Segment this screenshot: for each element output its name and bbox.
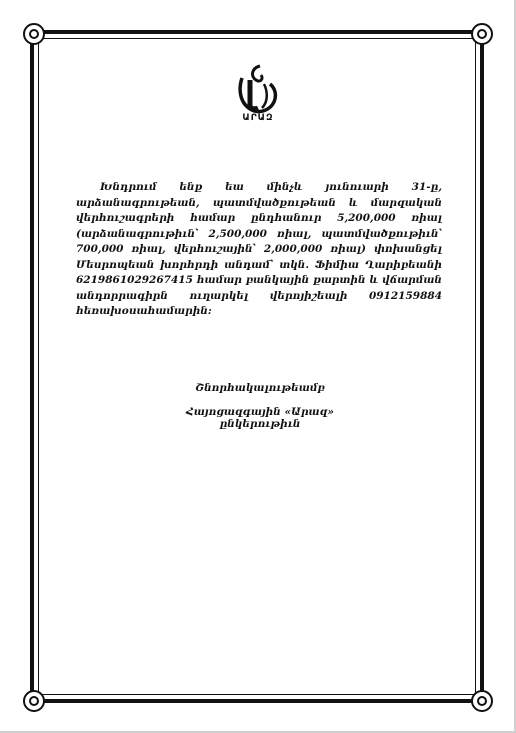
corner-ornament-bottom-left [23, 690, 45, 712]
letter-closing: Շնորհակալութեամբ [195, 382, 325, 394]
corner-ornament-top-right [471, 23, 493, 45]
page-border-inner [38, 38, 476, 695]
letter-body: Խնդրում ենք եա մինչև յունուարի 31-ը, արձանագրութեան, պատմվածքութեան և մարզական վերհուշագրերի համար ընդհանուր 5,200,000 ռիալ (արձանագրութիւն՝ 2,500,000 ռիալ, պատմվածքութիւն՝ 700,000 ռիալ, վերհուշային՝ 2,000,000 ռիալ) փոխանցել Մեսրոպեան խորհրդի անդամ՝ տկն. Ֆիմիա Ղարիբեանի 6219861029267415 համար բանկային քարտին և վճարման անդորրագիրն ուղարկել վերոյիշեալի 0912159884 հեռախօսահամարին: [76, 181, 442, 317]
corner-ornament-bottom-right [471, 690, 493, 712]
corner-ornament-top-left [23, 23, 45, 45]
logo-wordmark: ԱՐԱԶ [242, 113, 274, 123]
letter-signature: Հայոցազգային «Արազ» ընկերութիւն [186, 406, 334, 430]
